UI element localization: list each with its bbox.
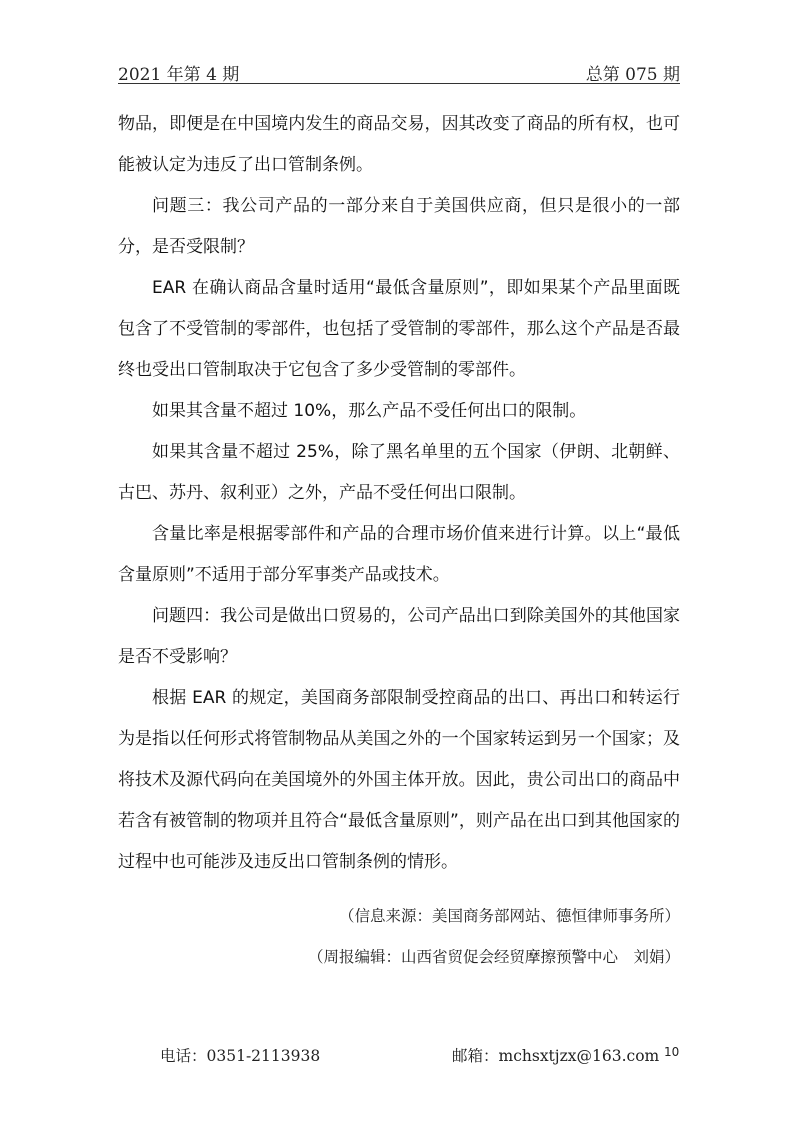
paragraph: 如果其含量不超过 25%，除了黑名单里的五个国家（伊朗、北朝鲜、古巴、苏丹、叙利亚）之外，产品不受任何出口限制。	[118, 442, 680, 503]
total-issue-label: 总第 075 期	[585, 65, 680, 85]
paragraph: 根据 EAR 的规定，美国商务部限制受控商品的出口、再出口和转运行为是指以任何形式将管制物品从美国之外的一个国家转运到另一个国家；及将技术及源代码向在美国境外的外国主体开放。因此，贵公司出口的商品中若含有被管制的物项并且符合“最低含量原则”，则产品在出口到其他国家的过程中也可能涉及违反出口管制条例的情形。	[118, 688, 680, 872]
header-divider	[118, 83, 680, 84]
paragraph: EAR 在确认商品含量时适用“最低含量原则”，即如果某个产品里面既包含了不受管制的零部件，也包括了受管制的零部件，那么这个产品是否最终也受出口管制取决于它包含了多少受管制的零部件。	[118, 278, 680, 380]
paragraph: 问题四：我公司是做出口贸易的，公司产品出口到除美国外的其他国家是否不受影响？	[118, 606, 680, 667]
paragraph: 问题三：我公司产品的一部分来自于美国供应商，但只是很小的一部分，是否受限制？	[118, 196, 680, 257]
issue-label: 2021 年第 4 期	[118, 65, 240, 85]
article-body	[118, 104, 680, 883]
paragraph: 如果其含量不超过 10%，那么产品不受任何出口的限制。	[152, 401, 587, 421]
page-number: 10	[664, 1045, 680, 1059]
footer-phone: 电话：0351-2113938	[160, 1047, 321, 1065]
footer-email: 邮箱：mchsxtjzx@163.com	[452, 1047, 660, 1065]
page-header	[118, 56, 680, 85]
paragraph: 含量比率是根据零部件和产品的合理市场价值来进行计算。以上“最低含量原则”不适用于部分军事类产品或技术。	[118, 524, 680, 585]
editor-credit: （周报编辑：山西省贸促会经贸摩擦预警中心 刘娟）	[307, 948, 680, 966]
source-credit: （信息来源：美国商务部网站、德恒律师事务所）	[338, 907, 680, 925]
paragraph: 物品，即便是在中国境内发生的商品交易，因其改变了商品的所有权，也可能被认定为违反了出口管制条例。	[118, 114, 680, 175]
